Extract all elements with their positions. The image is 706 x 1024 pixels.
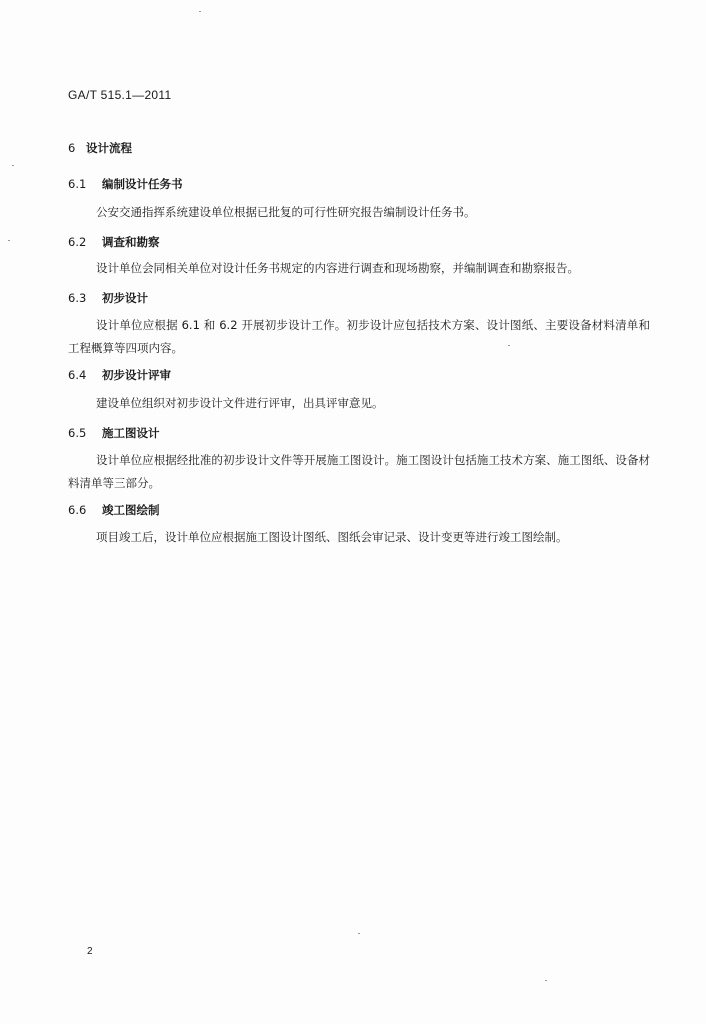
section-title: 编制设计任务书 xyxy=(102,177,183,191)
section-title: 施工图设计 xyxy=(102,426,160,440)
section-title: 初步设计 xyxy=(102,291,148,305)
section-number: 6.1 xyxy=(68,177,87,191)
scan-speck xyxy=(545,980,547,981)
section-heading-6-3 xyxy=(68,290,148,306)
section-number: 6.5 xyxy=(68,426,87,440)
section-body-6-5: 设计单位应根据经批准的初步设计文件等开展施工图设计。施工图设计包括施工技术方案、施工图纸、设备材料清单等三部分。 xyxy=(68,453,650,490)
section-number: 6.3 xyxy=(68,291,87,305)
section-body-6-1: 公安交通指挥系统建设单位根据已批复的可行性研究报告编制设计任务书。 xyxy=(96,205,476,219)
chapter-title: 设计流程 xyxy=(86,141,132,155)
section-body-6-6: 项目竣工后，设计单位应根据施工图设计图纸、图纸会审记录、设计变更等进行竣工图绘制。 xyxy=(96,530,568,544)
scan-speck xyxy=(358,933,360,934)
section-body-6-3: 设计单位应根据 6.1 和 6.2 开展初步设计工作。初步设计应包括技术方案、设计图纸、主要设备材料清单和工程概算等四项内容。 xyxy=(68,318,650,355)
section-title: 调查和勘察 xyxy=(102,235,160,249)
section-number: 6.4 xyxy=(68,368,87,382)
section-heading-6-1 xyxy=(68,176,183,192)
chapter-number: 6 xyxy=(68,141,76,155)
section-title: 竣工图绘制 xyxy=(102,503,160,517)
section-number: 6.2 xyxy=(68,235,87,249)
chapter-heading xyxy=(68,140,132,156)
section-heading-6-5 xyxy=(68,425,160,441)
scan-speck xyxy=(8,240,10,241)
scan-speck xyxy=(508,345,510,346)
section-title: 初步设计评审 xyxy=(102,368,171,382)
section-heading-6-2 xyxy=(68,234,160,250)
section-body-6-2: 设计单位会同相关单位对设计任务书规定的内容进行调查和现场勘察，并编制调查和勘察报告。 xyxy=(96,261,579,275)
section-number: 6.6 xyxy=(68,503,87,517)
standard-number: GA/T 515.1—2011 xyxy=(68,88,172,102)
section-body-6-4: 建设单位组织对初步设计文件进行评审，出具评审意见。 xyxy=(96,396,384,410)
scan-speck xyxy=(12,165,14,166)
section-heading-6-4 xyxy=(68,367,171,383)
scan-speck xyxy=(199,11,201,12)
section-heading-6-6 xyxy=(68,502,160,518)
page-number: 2 xyxy=(87,946,93,957)
